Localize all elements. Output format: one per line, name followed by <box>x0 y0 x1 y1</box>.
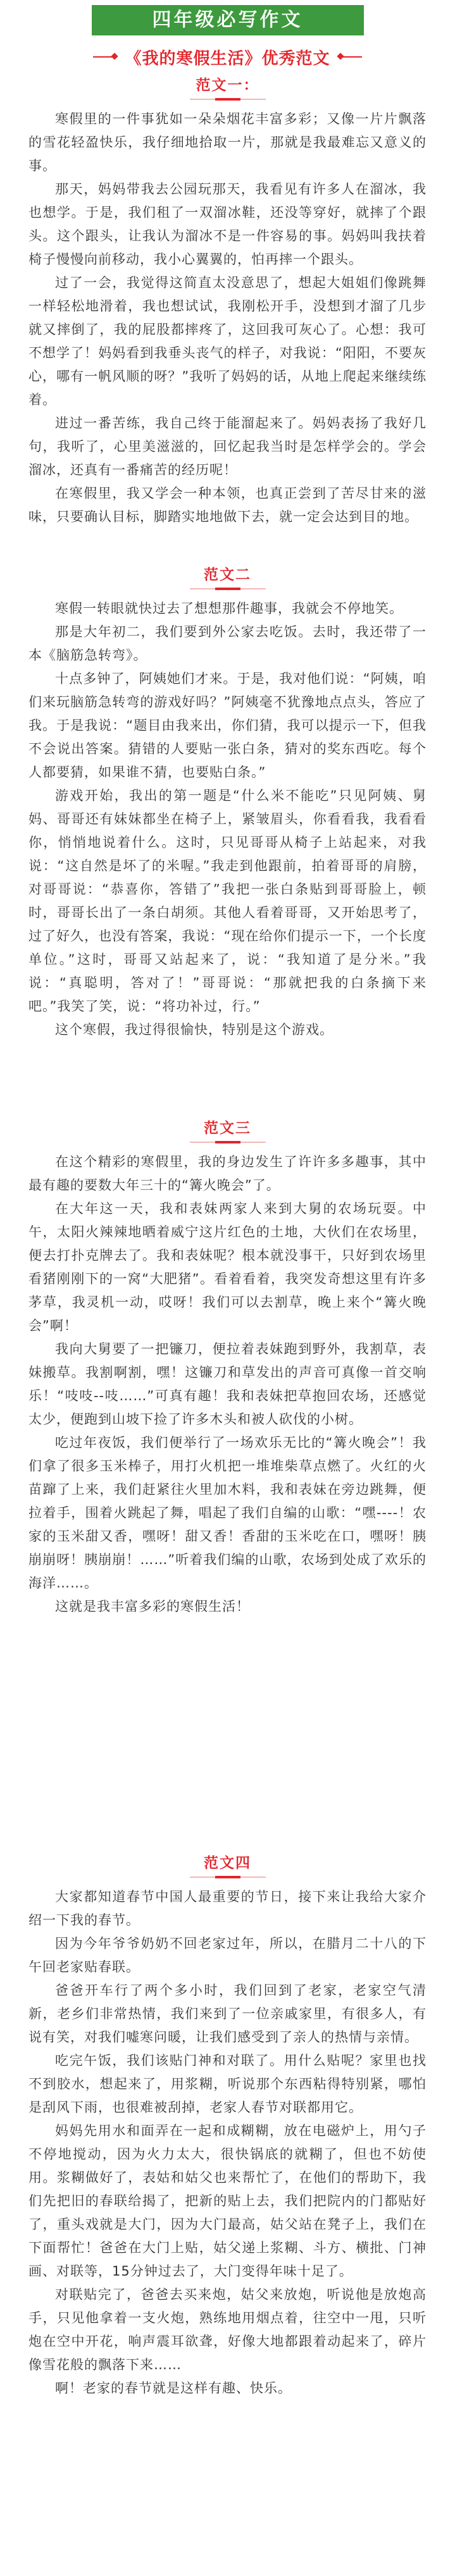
essay-heading: 范文三 <box>204 1120 251 1137</box>
paragraph: 吃过年夜饭，我们便举行了一场欢乐无比的“篝火晚会”！我们拿了很多玉米棒子，用打火机把一堆堆柴草点燃了。火红的火苗蹿了上来，我们赶紧往火里加木料，我和表妹在旁边跳舞，便拉着手，围着火跳起了舞，唱起了我们自编的山歌：“嘿----！农家的玉米甜又香，嘿呀！甜又香！香甜的玉米吃在口，嘿呀！胰崩崩呀！胰崩崩！……”听着我们编的山歌，农场到处成了欢乐的海洋……。 <box>28 1435 427 1591</box>
banner-container <box>0 0 455 35</box>
essay-heading: 范文二 <box>204 567 251 583</box>
title-ornament-left-icon <box>93 53 117 61</box>
paragraph: 十点多钟了，阿姨她们才来。于是，我对他们说：“阿姨，咱们来玩脑筋急转弯的游戏好吗？”阿姨毫不犹豫地点点头，答应了我。于是我说：“题目由我来出，你们猜，我可以提示一下，但我不会说出答案。猜错的人要贴一张白条，猜对的奖东西吃。每个人都要猜，如果谁不猜，也要贴白条。” <box>28 671 427 780</box>
essay-section-2 <box>0 564 455 1042</box>
heading-underline-decoration <box>190 1877 266 1878</box>
paragraph: 爸爸开车行了两个多小时，我们回到了老家，老家空气清新，老乡们非常热情，我们来到了一位亲戚家里，有很多人，有说有笑，对我们嘘寒问暖，让我们感受到了亲人的热情与亲情。 <box>28 1983 427 2045</box>
paragraph: 吃完午饭，我们该贴门神和对联了。用什么贴呢？家里也找不到胶水，想起来了，用浆糊，听说那个东西粘得特别紧，哪怕是刮风下雨，也很难被刮掉，老家人春节对联都用它。 <box>28 2053 427 2115</box>
paragraph: 这就是我丰富多彩的寒假生活！ <box>55 1599 250 1614</box>
heading-underline-decoration <box>190 588 266 589</box>
paragraph: 进过一番苦练，我自己终于能溜起来了。妈妈表扬了我好几句，我听了，心里美滋滋的，回忆起我当时是怎样学会的。学会溜冰，还真有一番痛苦的经历呢！ <box>28 416 427 478</box>
paragraph: 那是大年初二，我们要到外公家去吃饭。去时，我还带了一本《脑筋急转弯》。 <box>28 624 427 663</box>
paragraph: 这个寒假，我过得很愉快，特别是这个游戏。 <box>55 1022 333 1037</box>
paragraph: 那天，妈妈带我去公园玩那天，我看见有许多人在溜冰，我也想学。于是，我们租了一双溜冰鞋，还没等穿好，就摔了个跟头。这个跟头，让我认为溜冰不是一件容易的事。妈妈叫我扶着椅子慢慢向前移动，我小心翼翼的，怕再摔一个跟头。 <box>28 182 427 267</box>
essay-heading: 范文四 <box>204 1855 251 1871</box>
paragraph: 过了一会，我觉得这简直太没意思了，想起大姐姐们像跳舞一样轻松地滑着，我也想试试，我刚松开手，没想到才溜了几步就又摔倒了，我的屁股都摔疼了，这回我可灰心了。心想：我可不想学了！妈妈看到我垂头丧气的样子，对我说：“阳阳，不要灰心，哪有一帆风顺的呀？”我听了妈妈的话，从地上爬起来继续练着。 <box>28 275 427 407</box>
heading-underline-decoration <box>190 1142 266 1143</box>
essay-heading: 范文一： <box>196 77 259 94</box>
paragraph: 在这个精彩的寒假里，我的身边发生了许许多多趣事，其中最有趣的要数大年三十的“篝火晚会”了。 <box>28 1154 427 1193</box>
essay-section-4 <box>0 1852 455 2400</box>
banner-title: 四年级必写作文 <box>92 5 364 35</box>
paragraph: 因为今年爷爷奶奶不回老家过年，所以，在腊月二十八的下午回老家贴春联。 <box>28 1936 427 1975</box>
paragraph: 游戏开始，我出的第一题是“什么米不能吃”只见阿姨、舅妈、哥哥还有妹妹都坐在椅子上，紧皱眉头，你看看我，我看看你，悄悄地说着什么。这时，只见哥哥从椅子上站起来，对我说：“这自然是坏了的米喔。”我走到他跟前，拍着哥哥的肩膀，对哥哥说：“恭喜你，答错了”我把一张白条贴到哥哥脸上，顿时，哥哥长出了一条白胡须。其他人看着哥哥，又开始思考了，过了好久，也没有答案，我说：“现在给你们提示一下，一个长度单位。”这时，哥哥又站起来了，说：“我知道了是分米。”我说：“真聪明，答对了！”哥哥说：“那就把我的白条摘下来吧。”我笑了笑，说：“将功补过，行。” <box>28 788 427 1014</box>
paragraph: 在大年这一天，我和表妹两家人来到大舅的农场玩耍。中午，太阳火辣辣地晒着威宁这片红色的土地，大伙们在农场里，便去打扑克牌去了。我和表妹呢？根本就没事干，只好到农场里看猪刚刚下的一窝“大肥猪”。看着看着，我突发奇想这里有许多茅草，我灵机一动，哎呀！我们可以去割草，晚上来个“篝火晚会”啊！ <box>28 1201 427 1333</box>
paragraph: 在寒假里，我又学会一种本领，也真正尝到了苦尽甘来的滋味，只要确认目标，脚踏实地地做下去，就一定会达到目的地。 <box>28 486 427 524</box>
paragraph: 妈妈先用水和面弄在一起和成糊糊，放在电磁炉上，用勺子不停地搅动，因为火力太大，很快锅底的就糊了，但也不妨使用。浆糊做好了，表姑和姑父也来帮忙了，在他们的帮助下，我们先把旧的春联给揭了，把新的贴上去，我们把院内的门都贴好了，重头戏就是大门，因为大门最高，姑父站在凳子上，我们在下面帮忙！爸爸在大门上贴，姑父递上浆糊、斗方、横批、门神画、对联等，15分钟过去了，大门变得年味十足了。 <box>28 2123 427 2279</box>
subtitle-row <box>0 44 455 70</box>
title-ornament-right-icon <box>338 53 362 61</box>
paragraph: 寒假一转眼就快过去了想想那件趣事，我就会不停地笑。 <box>55 601 403 616</box>
paragraph: 啊！老家的春节就是这样有趣、快乐。 <box>55 2381 292 2396</box>
heading-underline-decoration <box>190 99 266 100</box>
page-subtitle: 《我的寒假生活》优秀范文 <box>125 49 330 68</box>
paragraph: 寒假里的一件事犹如一朵朵烟花丰富多彩；又像一片片飘落的雪花轻盈快乐，我仔细地拾取一片，那就是我最难忘又意义的事。 <box>28 111 427 173</box>
paragraph: 大家都知道春节中国人最重要的节日，接下来让我给大家介绍一下我的春节。 <box>28 1889 427 1928</box>
paragraph: 对联贴完了，爸爸去买来炮，姑父来放炮，听说他是放炮高手，只见他拿着一支火炮，熟练地用烟点着，往空中一甩，只听炮在空中开花，响声震耳欲聋，好像大地都跟着动起来了，碎片像雪花般的飘落下来…… <box>28 2287 427 2372</box>
paragraph: 我向大舅要了一把镰刀，便拉着表妹跑到野外，我割草，表妹搬草。我割啊割，嘿！这镰刀和草发出的声音可真像一首交响乐！“吱吱--吱……”可真有趣！我和表妹把草抱回农场，还感觉太少，便跑到山坡下捡了许多木头和被人砍伐的小树。 <box>28 1341 427 1427</box>
essay-section-3 <box>0 1118 455 1618</box>
essay-section-1 <box>0 75 455 529</box>
